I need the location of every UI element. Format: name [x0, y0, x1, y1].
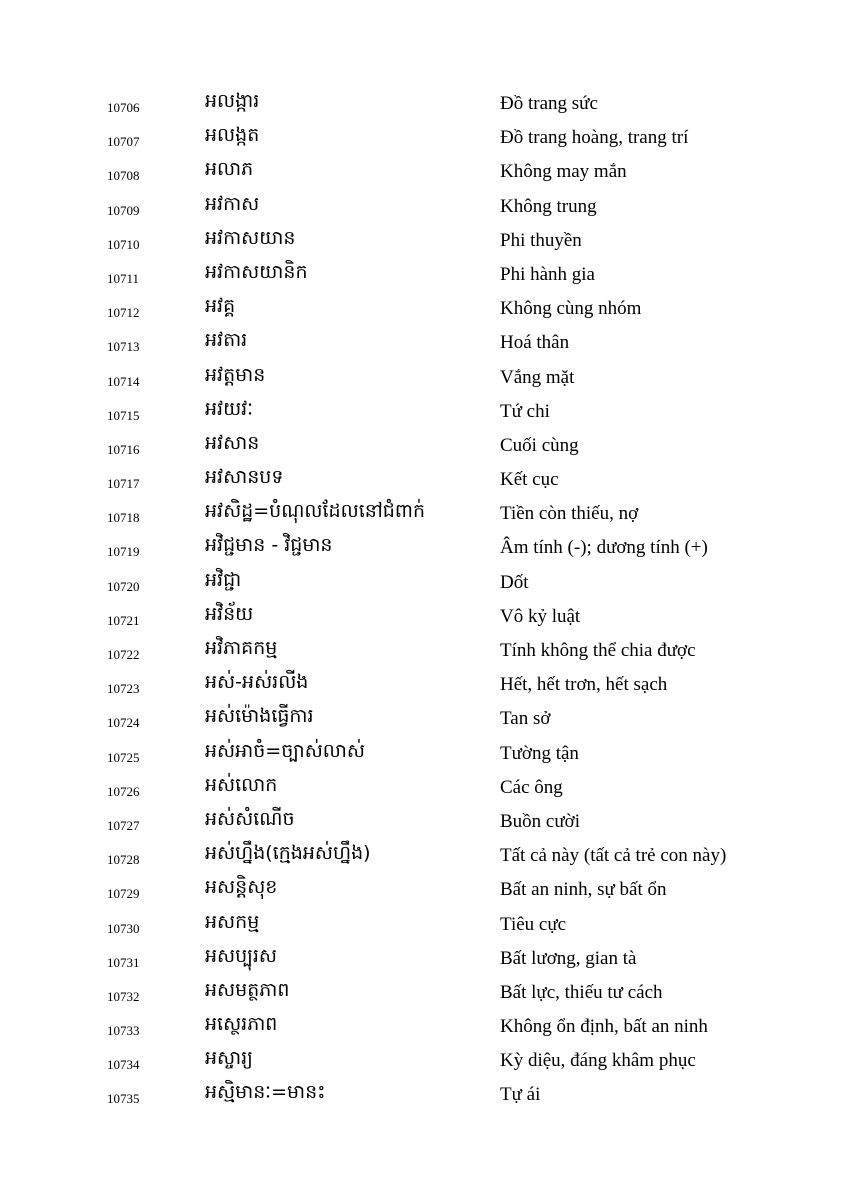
vietnamese-translation: Tính không thể chia được — [500, 640, 696, 661]
vietnamese-translation: Tất cả này (tất cả trẻ con này) — [500, 845, 727, 867]
entry-number: 10720 — [107, 578, 140, 594]
dictionary-entry — [0, 223, 848, 257]
vietnamese-translation: Buồn cười — [500, 810, 580, 832]
entry-number: 10733 — [107, 1023, 140, 1039]
dictionary-entry — [0, 736, 848, 770]
khmer-term: អស្ថេរភាព — [205, 1013, 278, 1036]
vietnamese-translation: Tứ chi — [500, 400, 550, 422]
vietnamese-translation: Đồ trang hoàng, trang trí — [500, 127, 689, 149]
khmer-term: អស់ម៉ោងធ្វើការ — [205, 705, 314, 728]
khmer-term: អស់ហ្នឹង(ក្មេងអស់ហ្នឹង) — [205, 842, 371, 865]
entry-number: 10714 — [107, 373, 140, 389]
khmer-term: អស់សំណើច — [205, 807, 295, 830]
vietnamese-translation: Tự ái — [500, 1084, 541, 1106]
dictionary-entry — [0, 257, 848, 291]
dictionary-entry — [0, 291, 848, 325]
entry-number: 10735 — [107, 1091, 140, 1107]
dictionary-entry — [0, 1009, 848, 1043]
entry-number: 10718 — [107, 510, 140, 526]
entry-number: 10724 — [107, 715, 140, 731]
khmer-term: អស្ចារ្យ — [205, 1047, 253, 1070]
vietnamese-translation: Vắng mặt — [500, 366, 575, 388]
vietnamese-translation: Không ổn định, bất an ninh — [500, 1016, 708, 1038]
entry-number: 10726 — [107, 783, 140, 799]
khmer-term: អវយវៈ — [205, 397, 254, 420]
entry-number: 10722 — [107, 647, 140, 662]
entry-number: 10719 — [107, 544, 140, 560]
dictionary-entry — [0, 462, 848, 496]
dictionary-entry — [0, 941, 848, 975]
dictionary-entry — [0, 1077, 848, 1111]
khmer-term: អវិជ្ជមាន - វិជ្ជមាន — [205, 534, 333, 557]
entry-number: 10727 — [107, 817, 140, 833]
khmer-term: អវិន័យ — [205, 602, 254, 625]
khmer-term: អសកម្ម — [205, 910, 260, 933]
vietnamese-translation: Bất an ninh, sự bất ổn — [500, 879, 667, 901]
entry-number: 10706 — [107, 100, 140, 115]
entry-number: 10729 — [107, 886, 140, 902]
vietnamese-translation: Không cùng nhóm — [500, 298, 642, 320]
vietnamese-translation: Vô kỷ luật — [500, 605, 581, 627]
dictionary-entry — [0, 975, 848, 1009]
khmer-term: អវតារ — [205, 329, 248, 352]
khmer-term: អវកាសយាន — [205, 226, 296, 249]
dictionary-entry — [0, 189, 848, 223]
khmer-term: អសមត្ថភាព — [205, 978, 290, 1001]
vietnamese-translation: Phi thuyền — [500, 229, 582, 251]
dictionary-entry — [0, 1043, 848, 1077]
vietnamese-translation: Không trung — [500, 195, 597, 217]
khmer-term: អសន្តិសុខ — [205, 876, 278, 899]
vietnamese-translation: Không may mắn — [500, 161, 627, 183]
vietnamese-translation: Dốt — [500, 571, 529, 593]
entry-number: 10723 — [107, 681, 140, 697]
dictionary-entry — [0, 530, 848, 564]
khmer-term: អលង្កត — [205, 124, 260, 147]
dictionary-entry — [0, 838, 848, 872]
dictionary-entry — [0, 428, 848, 462]
dictionary-entry — [0, 394, 848, 428]
vietnamese-translation: Kỳ diệu, đáng khâm phục — [500, 1050, 696, 1072]
dictionary-entry — [0, 701, 848, 735]
khmer-term: អវិជ្ជា — [205, 568, 242, 591]
khmer-term: អវកាស — [205, 192, 260, 215]
dictionary-entry — [0, 86, 848, 120]
entry-number: 10725 — [107, 749, 140, 765]
entry-number: 10721 — [107, 612, 140, 628]
dictionary-entry — [0, 360, 848, 394]
khmer-term: អស់អាចំ=ច្បាស់លាស់ — [205, 739, 365, 762]
vietnamese-translation: Bất lương, gian tà — [500, 947, 637, 969]
vietnamese-translation: Tiêu cực — [500, 913, 567, 935]
vietnamese-translation: Cuối cùng — [500, 434, 579, 456]
entry-number: 10731 — [107, 954, 140, 970]
entry-number: 10716 — [107, 441, 140, 457]
dictionary-entry — [0, 872, 848, 906]
vietnamese-translation: Tường tận — [500, 742, 579, 764]
dictionary-entry — [0, 565, 848, 599]
dictionary-entry — [0, 907, 848, 941]
vietnamese-translation: Hết, hết trơn, hết sạch — [500, 674, 668, 696]
entry-number: 10730 — [107, 920, 140, 936]
vietnamese-translation: Các ông — [500, 776, 563, 798]
entry-number: 10728 — [107, 852, 140, 868]
khmer-term: អវសាន — [205, 431, 260, 454]
dictionary-entry — [0, 120, 848, 154]
vietnamese-translation: Tan sở — [500, 708, 551, 730]
entry-number: 10715 — [107, 407, 140, 423]
vietnamese-translation: Hoá thân — [500, 332, 570, 354]
entry-number: 10709 — [107, 202, 140, 218]
khmer-term: អស់លោក — [205, 773, 278, 796]
entry-number: 10734 — [107, 1057, 140, 1073]
dictionary-entry — [0, 325, 848, 359]
dictionary-entry — [0, 667, 848, 701]
vietnamese-translation: Âm tính (-); dương tính (+) — [500, 537, 708, 559]
vietnamese-translation: Phi hành gia — [500, 263, 595, 285]
entry-number: 10710 — [107, 236, 140, 252]
khmer-term: អវិភាគកម្ម — [205, 637, 278, 659]
khmer-term: អវសិដ្ឋ=បំណុលដែលនៅជំពាក់ — [205, 500, 426, 523]
dictionary-entry — [0, 599, 848, 633]
khmer-term: អវកាសយានិក — [205, 260, 308, 283]
khmer-term: អស់-អស់រលីង — [205, 671, 309, 694]
vietnamese-translation: Bất lực, thiếu tư cách — [500, 981, 663, 1003]
vietnamese-translation: Tiền còn thiếu, nợ — [500, 503, 639, 525]
dictionary-entry — [0, 804, 848, 838]
khmer-term: អស្មិមានៈ=មានះ — [205, 1081, 326, 1104]
entry-number: 10712 — [107, 305, 140, 321]
khmer-term: អវសានបទ — [205, 466, 284, 489]
vietnamese-translation: Đồ trang sức — [500, 93, 598, 114]
entry-number: 10711 — [107, 270, 140, 286]
dictionary-entry-list — [0, 86, 848, 1112]
entry-number: 10732 — [107, 988, 140, 1004]
khmer-term: អវត្តមាន — [205, 363, 266, 386]
khmer-term: អលង្ការ — [205, 90, 260, 112]
khmer-term: អលាភ — [205, 158, 254, 181]
entry-number: 10713 — [107, 339, 140, 355]
dictionary-entry — [0, 154, 848, 188]
entry-number: 10708 — [107, 168, 140, 184]
vietnamese-translation: Kết cục — [500, 469, 559, 491]
entry-number: 10717 — [107, 476, 140, 492]
khmer-term: អសប្បុរស — [205, 944, 277, 967]
khmer-term: អវគ្គ — [205, 295, 236, 318]
dictionary-entry — [0, 633, 848, 667]
dictionary-entry — [0, 496, 848, 530]
entry-number: 10707 — [107, 134, 140, 150]
dictionary-entry — [0, 770, 848, 804]
